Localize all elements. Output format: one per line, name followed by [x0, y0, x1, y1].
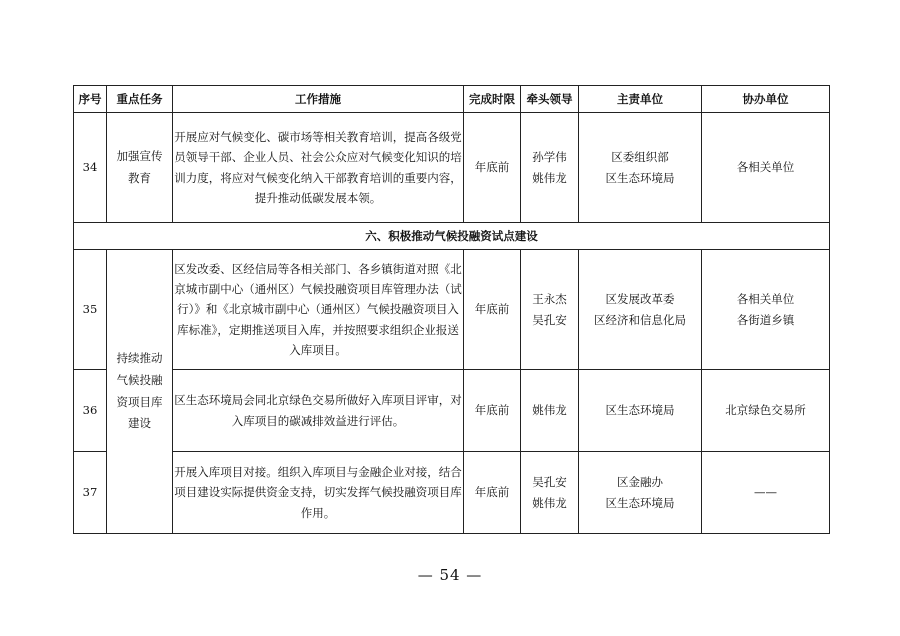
section-title: 六、积极推动气候投融资试点建设 [74, 223, 830, 250]
measure-line: 作用。 [300, 505, 336, 520]
table-row-36 [74, 370, 830, 452]
cell-assist-unit [702, 370, 830, 452]
cell-leader [521, 250, 579, 370]
cell-task [107, 113, 173, 223]
measure-line: 训力度，将应对气候变化纳入干部教育培训的重要内容， [174, 170, 462, 185]
assist-unit-line: 各相关单位 [736, 160, 795, 175]
measure-line: 行）》和《北京城市副中心（通州区）气候投融资项目入 [177, 302, 459, 317]
leader-line: 孙学伟 [532, 150, 567, 165]
assist-unit-line: 北京绿色交易所 [725, 403, 806, 418]
measure-line: 员领导干部、企业人员、社会公众应对气候变化知识的培 [174, 150, 462, 165]
cell-lead-unit [579, 370, 702, 452]
cell-deadline: 年底前 [464, 113, 521, 223]
cell-seq: 37 [74, 452, 107, 534]
cell-deadline: 年底前 [464, 452, 521, 534]
cell-leader [521, 452, 579, 534]
cell-seq: 35 [74, 250, 107, 370]
cell-lead-unit [579, 250, 702, 370]
task-line: 建设 [128, 416, 151, 431]
work-plan-table [73, 85, 830, 534]
header-deadline: 完成时限 [464, 86, 521, 113]
cell-assist-unit [702, 250, 830, 370]
cell-deadline: 年底前 [464, 250, 521, 370]
measure-line: 项目建设实际提供资金支持，切实发挥气候投融资项目库 [174, 485, 462, 500]
table-row-35 [74, 250, 830, 370]
leader-line: 王永杰 [532, 292, 567, 307]
lead-unit-line: 区经济和信息化局 [594, 312, 686, 327]
cell-measure [173, 113, 464, 223]
measure-line: 京城市副中心（通州区）气候投融资项目库管理办法（试 [174, 282, 462, 297]
cell-seq: 36 [74, 370, 107, 452]
cell-measure [173, 452, 464, 534]
header-task: 重点任务 [107, 86, 173, 113]
measure-line: 入库项目。 [289, 342, 347, 357]
lead-unit-line: 区生态环境局 [605, 495, 675, 510]
cell-assist-unit [702, 452, 830, 534]
measure-line: 入库项目的碳减排效益进行评估。 [231, 413, 405, 428]
assist-unit-line: 各相关单位 [736, 292, 795, 307]
cell-leader [521, 113, 579, 223]
header-measure: 工作措施 [173, 86, 464, 113]
lead-unit-line: 区委组织部 [611, 150, 669, 165]
table-row-37 [74, 452, 830, 534]
task-line: 加强宣传 [116, 148, 163, 163]
measure-line: 区发改委、区经信局等各相关部门、各乡镇街道对照《北 [174, 262, 462, 277]
cell-seq: 34 [74, 113, 107, 223]
cell-measure [173, 370, 464, 452]
measure-line: 提升推动低碳发展本领。 [254, 190, 382, 205]
task-line: 气候投融 [116, 372, 163, 387]
measure-line: 开展入库项目对接。组织入库项目与金融企业对接，结合 [174, 465, 462, 480]
lead-unit-line: 区发展改革委 [605, 292, 675, 307]
cell-lead-unit [579, 452, 702, 534]
cell-measure [173, 250, 464, 370]
table-header-row [74, 86, 830, 113]
task-line: 资项目库 [116, 394, 163, 409]
cell-task-group [107, 250, 173, 534]
assist-unit-line: —— [754, 485, 777, 500]
leader-line: 吴孔安 [532, 312, 567, 327]
lead-unit-line: 区金融办 [617, 475, 663, 490]
header-lead-unit: 主责单位 [579, 86, 702, 113]
section-row [74, 223, 830, 250]
leader-line: 姚伟龙 [532, 170, 567, 185]
measure-line: 库标准》，定期推送项目入库，并按照要求组织企业报送 [177, 322, 459, 337]
measure-line: 区生态环境局会同北京绿色交易所做好入库项目评审，对 [174, 393, 462, 408]
cell-assist-unit [702, 113, 830, 223]
header-assist-unit: 协办单位 [702, 86, 830, 113]
lead-unit-line: 区生态环境局 [605, 170, 675, 185]
task-line: 持续推动 [116, 350, 163, 365]
table-row-34 [74, 113, 830, 223]
leader-line: 姚伟龙 [532, 495, 567, 510]
lead-unit-line: 区生态环境局 [605, 403, 675, 418]
header-leader: 牵头领导 [521, 86, 579, 113]
leader-line: 姚伟龙 [532, 403, 567, 418]
header-seq: 序号 [74, 86, 107, 113]
leader-line: 吴孔安 [532, 475, 567, 490]
assist-unit-line: 各街道乡镇 [736, 312, 795, 327]
page-number: — 54 — [417, 566, 483, 584]
measure-line: 开展应对气候变化、碳市场等相关教育培训，提高各级党 [174, 130, 462, 145]
cell-deadline: 年底前 [464, 370, 521, 452]
task-line: 教育 [128, 170, 151, 185]
cell-leader [521, 370, 579, 452]
cell-lead-unit [579, 113, 702, 223]
